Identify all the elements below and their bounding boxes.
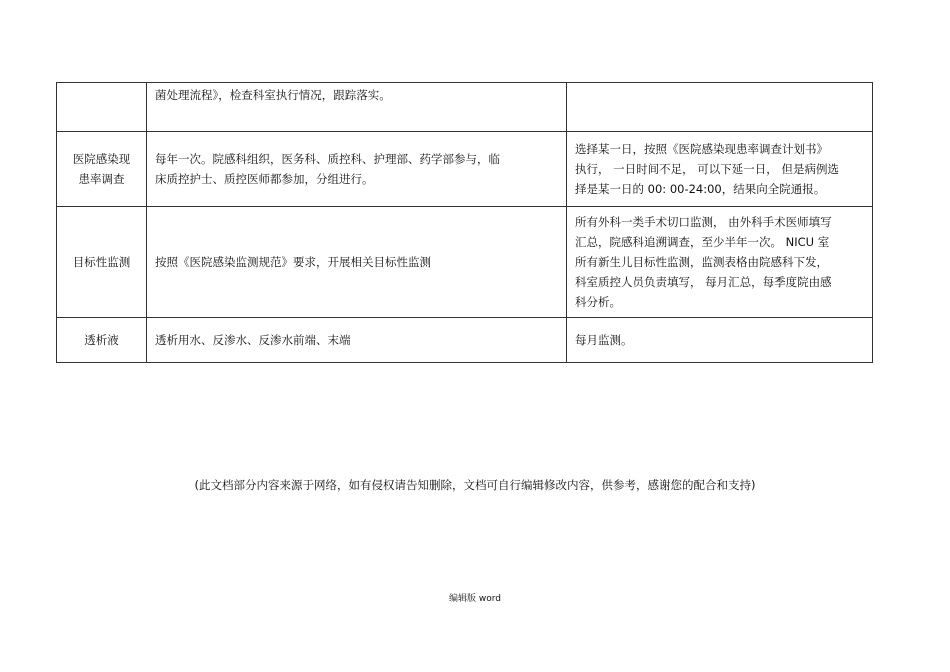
- cell-text: 按照《医院感染监测规范》要求，开展相关目标性监测: [155, 255, 431, 269]
- cell-text: 菌处理流程》，检查科室执行情况，跟踪落实。: [155, 88, 391, 102]
- cell-text: 择是某一日的 00: 00-24:00，结果向全院通报。: [575, 182, 826, 196]
- table-cell-content: [147, 207, 567, 318]
- table-cell-item: [57, 83, 147, 132]
- cell-text: 选择某一日，按照《医院感染现患率调查计划书》: [575, 142, 828, 156]
- monitoring-table: [56, 82, 873, 363]
- cell-text: 床质控护士、质控医师都参加，分组进行。: [155, 172, 374, 186]
- table-cell-requirement: [567, 207, 873, 318]
- cell-text: 执行， 一日时间不足， 可以下延一日， 但是病例选: [575, 162, 839, 176]
- table-cell-item: [57, 132, 147, 207]
- table-row: [57, 132, 873, 207]
- cell-text: 每月监测。: [575, 333, 633, 347]
- table-cell-content: [147, 132, 567, 207]
- table-cell-requirement: [567, 132, 873, 207]
- page-footer: 编辑版 word: [449, 594, 501, 604]
- table-cell-requirement: [567, 83, 873, 132]
- cell-text: 科分析。: [575, 295, 621, 309]
- cell-text: 目标性监测: [72, 255, 131, 269]
- table-cell-item: [57, 207, 147, 318]
- table-row: [57, 83, 873, 132]
- table-row: [57, 318, 873, 363]
- table-row: [57, 207, 873, 318]
- cell-text: 科室质控人员负责填写， 每月汇总，每季度院由感: [575, 275, 832, 289]
- cell-text: 所有外科一类手术切口监测， 由外科手术医师填写: [575, 215, 832, 229]
- cell-text: 医院感染现: [72, 152, 131, 166]
- disclaimer-note: (此文档部分内容来源于网络，如有侵权请告知删除，文档可自行编辑修改内容，供参考，感谢您的配合和支持): [194, 478, 756, 492]
- cell-text: 每年一次。院感科组织，医务科、质控科、护理部、药学部参与，临: [155, 152, 500, 166]
- cell-text: 患率调查: [78, 172, 125, 186]
- table-cell-content: [147, 318, 567, 363]
- cell-text: 所有新生儿目标性监测，监测表格由院感科下发，: [575, 255, 828, 269]
- cell-text: 汇总，院感科追溯调查，至少半年一次。 NICU 室: [575, 235, 830, 249]
- table-cell-item: [57, 318, 147, 363]
- cell-text: 透析液: [84, 333, 119, 347]
- table-cell-requirement: [567, 318, 873, 363]
- cell-text: 透析用水、反渗水、反渗水前端、末端: [155, 333, 351, 347]
- table-cell-content: [147, 83, 567, 132]
